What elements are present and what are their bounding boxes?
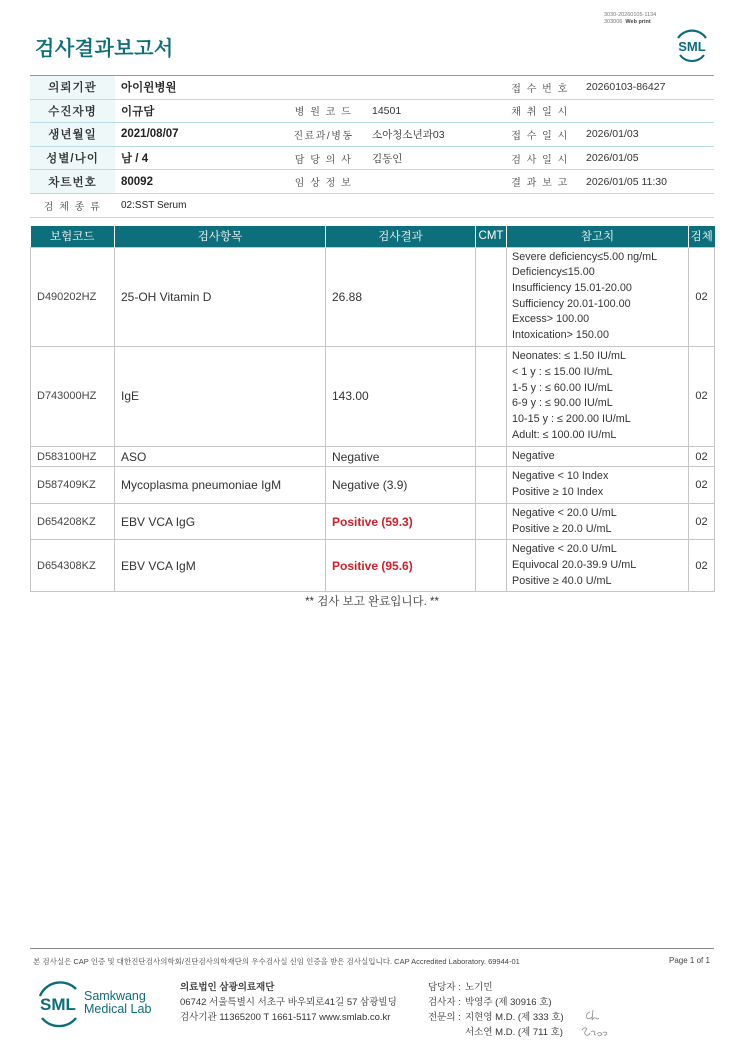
staff-role: 담당자 : — [428, 982, 461, 993]
info-value: 80092 — [115, 170, 281, 194]
test-item: 25-OH Vitamin D — [115, 247, 326, 346]
cmt-cell — [476, 247, 507, 346]
reference-line: 1-5 y : ≤ 60.00 IU/mL — [512, 381, 613, 394]
patient-info-row — [30, 76, 714, 100]
test-item: ASO — [115, 446, 326, 467]
certification-note: 본 검사실은 CAP 인증 및 대한진단검사의학회/진단검사의학재단의 우수검사실 신임 인증을 받은 검사실입니다. CAP Accredited Laboratory. 69944-01 — [33, 957, 520, 966]
reference-line: Intoxication> 150.00 — [512, 329, 609, 342]
completion-message: ** 검사 보고 완료입니다. ** — [305, 596, 439, 608]
reference-line: Positive ≥ 40.0 U/mL — [512, 574, 612, 587]
specimen-code: 02 — [689, 446, 715, 467]
organization-contact: 검사기관 11365200 T 1661-5117 www.smlab.co.kr — [180, 1012, 391, 1023]
result-row — [31, 446, 715, 467]
reference-line: Negative — [512, 449, 555, 462]
info-label: 성별/나이 — [30, 146, 115, 170]
reference-line: Negative < 20.0 U/mL — [512, 543, 617, 556]
test-result: Negative (3.9) — [326, 467, 476, 503]
info-label: 담 당 의 사 — [281, 146, 366, 170]
info-value: 20260103-86427 — [580, 76, 714, 100]
info-value: 김동인 — [366, 146, 500, 170]
info-value: 남 / 4 — [115, 146, 281, 170]
result-row — [31, 247, 715, 346]
info-value: 14501 — [366, 99, 500, 123]
reference-range — [507, 540, 689, 592]
info-value: 소아청소년과03 — [366, 123, 500, 147]
specimen-row — [30, 193, 714, 217]
specimen-code: 02 — [689, 346, 715, 446]
result-row — [31, 503, 715, 539]
column-header: CMT — [476, 226, 507, 247]
info-value: 아이윈병원 — [115, 76, 281, 100]
reference-line: Deficiency≤15.00 — [512, 266, 595, 279]
brand-line-1: Samkwang — [84, 989, 146, 1003]
info-label: 진료과/병동 — [281, 123, 366, 147]
staff-name: 서소연 M.D. (제 711 호) — [465, 1027, 563, 1038]
specimen-code: 02 — [689, 247, 715, 346]
test-result: 143.00 — [326, 346, 476, 446]
reference-range — [507, 467, 689, 503]
column-header: 검사결과 — [326, 226, 476, 247]
info-label: 접 수 일 시 — [500, 123, 580, 147]
reference-line: Positive ≥ 20.0 U/mL — [512, 522, 612, 535]
test-item: EBV VCA IgM — [115, 540, 326, 592]
organization-address: 06742 서울특별시 서초구 바우뫼로41길 57 삼광빌딩 — [180, 997, 397, 1008]
info-label: 임 상 정 보 — [281, 170, 366, 194]
info-label: 생년월일 — [30, 123, 115, 147]
reference-line: Sufficiency 20.01-100.00 — [512, 297, 631, 310]
info-value — [366, 170, 500, 194]
report-code-line-1: 3030-20260105-1134 — [604, 12, 657, 18]
specimen-value: 02:SST Serum — [115, 193, 714, 217]
column-header: 참고치 — [507, 226, 689, 247]
reference-range — [507, 446, 689, 467]
reference-line: Adult: ≤ 100.00 IU/mL — [512, 428, 617, 441]
cmt-cell — [476, 503, 507, 539]
page-number: Page 1 of 1 — [669, 956, 710, 965]
logo-text: SML — [678, 39, 706, 54]
info-label — [281, 76, 366, 100]
info-value: 2021/08/07 — [115, 123, 281, 147]
test-item: IgE — [115, 346, 326, 446]
report-code-2: 303006 — [604, 19, 623, 25]
brand-line-2: Medical Lab — [84, 1002, 152, 1016]
info-value: 2026/01/05 — [580, 146, 714, 170]
signature — [578, 1008, 612, 1042]
patient-info-row — [30, 170, 714, 194]
reference-line: 10-15 y : ≤ 200.00 IU/mL — [512, 412, 631, 425]
test-result: Negative — [326, 446, 476, 467]
reference-line: Neonates: ≤ 1.50 IU/mL — [512, 350, 626, 363]
info-label: 의뢰기관 — [30, 76, 115, 100]
staff-list — [428, 980, 564, 1040]
test-item: Mycoplasma pneumoniae IgM — [115, 467, 326, 503]
insurance-code: D743000HZ — [31, 346, 115, 446]
insurance-code: D490202HZ — [31, 247, 115, 346]
info-value: 2026/01/05 11:30 — [580, 170, 714, 194]
info-label: 채 취 일 시 — [500, 99, 580, 123]
info-label: 차트번호 — [30, 170, 115, 194]
staff-name: 노기민 — [465, 982, 493, 993]
reference-line: Severe deficiency≤5.00 ng/mL — [512, 250, 658, 263]
staff-name: 박영주 (제 30916 호) — [465, 997, 552, 1008]
staff-name: 지현영 M.D. (제 333 호) — [465, 1012, 564, 1023]
cmt-cell — [476, 446, 507, 467]
insurance-code: D654208KZ — [31, 503, 115, 539]
insurance-code: D583100HZ — [31, 446, 115, 467]
test-result: 26.88 — [326, 247, 476, 346]
test-result: Positive (95.6) — [326, 540, 476, 592]
reference-line: < 1 y : ≤ 15.00 IU/mL — [512, 365, 613, 378]
print-label: Web print — [625, 19, 651, 25]
reference-line: Negative < 10 Index — [512, 470, 609, 483]
insurance-code: D654308KZ — [31, 540, 115, 592]
result-row — [31, 467, 715, 503]
patient-info-row — [30, 146, 714, 170]
result-row — [31, 346, 715, 446]
brand-name — [84, 990, 151, 1016]
reference-range — [507, 503, 689, 539]
page-title: 검사결과보고서 — [35, 38, 174, 60]
results-table — [30, 226, 715, 592]
patient-info-table — [30, 75, 714, 218]
staff-role: 검사자 : — [428, 997, 461, 1008]
info-label: 접 수 번 호 — [500, 76, 580, 100]
results-header-row — [31, 226, 715, 247]
organization-info — [180, 980, 397, 1025]
info-value — [580, 99, 714, 123]
column-header: 보험코드 — [31, 226, 115, 247]
footer-divider — [30, 948, 714, 949]
column-header: 검체 — [689, 226, 715, 247]
staff-row — [428, 1010, 564, 1025]
specimen-code: 02 — [689, 467, 715, 503]
footer-logo-text: SML — [40, 995, 76, 1014]
staff-row — [428, 980, 564, 995]
patient-info-row — [30, 123, 714, 147]
patient-info-row — [30, 99, 714, 123]
result-row — [31, 540, 715, 592]
info-value — [366, 76, 500, 100]
reference-line: Equivocal 20.0-39.9 U/mL — [512, 558, 637, 571]
cmt-cell — [476, 467, 507, 503]
reference-line: Insufficiency 15.01-20.00 — [512, 281, 632, 294]
cmt-cell — [476, 346, 507, 446]
insurance-code: D587409KZ — [31, 467, 115, 503]
staff-row — [428, 1025, 564, 1040]
sml-logo — [672, 24, 712, 64]
specimen-code: 02 — [689, 540, 715, 592]
column-header: 검사항목 — [115, 226, 326, 247]
reference-line: Excess> 100.00 — [512, 313, 590, 326]
info-label: 검 사 일 시 — [500, 146, 580, 170]
organization-name: 의료법인 삼광의료재단 — [180, 982, 275, 993]
info-label: 결 과 보 고 — [500, 170, 580, 194]
specimen-code: 02 — [689, 503, 715, 539]
reference-line: 6-9 y : ≤ 90.00 IU/mL — [512, 397, 613, 410]
info-value: 이규담 — [115, 99, 281, 123]
reference-range — [507, 247, 689, 346]
reference-line: Positive ≥ 10 Index — [512, 486, 604, 499]
info-value: 2026/01/03 — [580, 123, 714, 147]
test-result: Positive (59.3) — [326, 503, 476, 539]
reference-line: Negative < 20.0 U/mL — [512, 506, 617, 519]
staff-row — [428, 995, 564, 1010]
info-label: 병 원 코 드 — [281, 99, 366, 123]
info-label: 수진자명 — [30, 99, 115, 123]
report-code-line-2 — [604, 19, 656, 26]
test-item: EBV VCA IgG — [115, 503, 326, 539]
report-code — [604, 12, 656, 26]
specimen-label: 검 체 종 류 — [30, 193, 115, 217]
staff-role: 전문의 : — [428, 1012, 461, 1023]
reference-range — [507, 346, 689, 446]
cmt-cell — [476, 540, 507, 592]
